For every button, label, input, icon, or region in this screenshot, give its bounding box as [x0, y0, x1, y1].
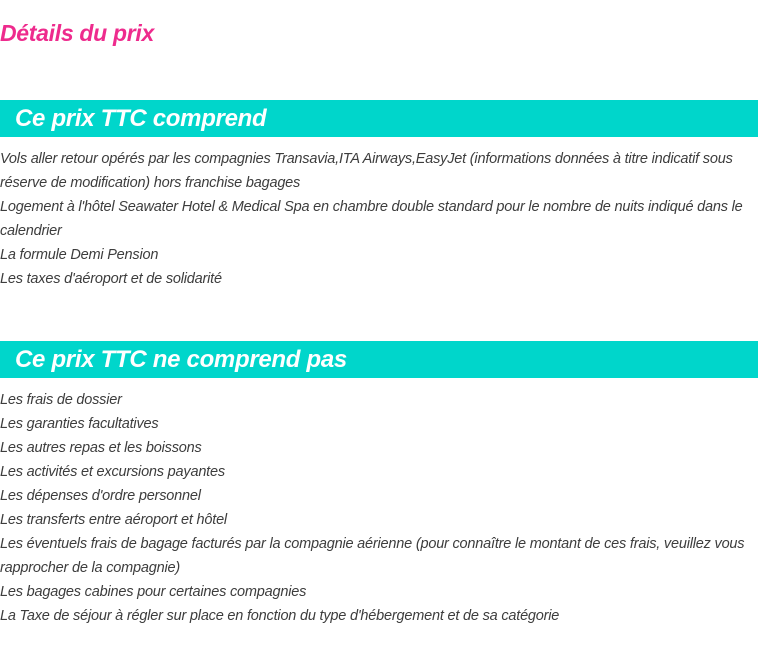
excluded-list: [0, 388, 758, 628]
excluded-item: Les transferts entre aéroport et hôtel: [0, 512, 227, 528]
included-heading: Ce prix TTC comprend: [15, 105, 267, 132]
excluded-item: Les dépenses d'ordre personnel: [0, 488, 201, 504]
excluded-item: Les activités et excursions payantes: [0, 464, 225, 480]
excluded-item: Les éventuels frais de bagage facturés par la compagnie aérienne (pour connaître le montant de ces frais, veuillez vous rapprocher de la compagnie): [0, 536, 745, 576]
excluded-item: Les autres repas et les boissons: [0, 440, 202, 456]
page-title: Détails du prix: [0, 20, 154, 46]
included-item: Les taxes d'aéroport et de solidarité: [0, 271, 222, 287]
excluded-item: Les bagages cabines pour certaines compagnies: [0, 584, 307, 600]
included-section-header: [0, 100, 758, 137]
included-list: [0, 147, 758, 291]
excluded-item: Les frais de dossier: [0, 392, 122, 408]
excluded-item: Les garanties facultatives: [0, 416, 159, 432]
included-item: Vols aller retour opérés par les compagnies Transavia,ITA Airways,EasyJet (informations données à titre indicatif sous réserve de modification) hors franchise bagages: [0, 151, 733, 191]
excluded-item: La Taxe de séjour à régler sur place en fonction du type d'hébergement et de sa catégorie: [0, 608, 560, 624]
included-item: Logement à l'hôtel Seawater Hotel & Medical Spa en chambre double standard pour le nombre de nuits indiqué dans le calendrier: [0, 199, 743, 239]
excluded-section-header: [0, 341, 758, 378]
included-item: La formule Demi Pension: [0, 247, 159, 263]
excluded-heading: Ce prix TTC ne comprend pas: [15, 346, 347, 373]
